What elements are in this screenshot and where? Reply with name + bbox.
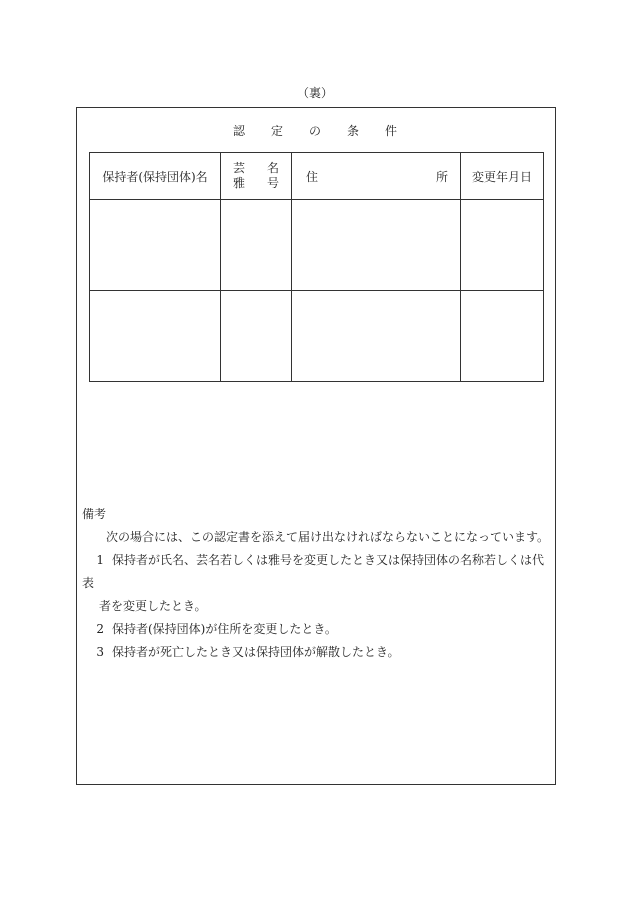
remarks-item-number: 3	[96, 645, 104, 659]
cell-name[interactable]	[221, 200, 292, 291]
header-stage-name-char: 芸	[233, 161, 246, 175]
header-stage-name-char: 名	[266, 161, 279, 175]
header-change-date: 変更年月日	[461, 153, 544, 200]
remarks-intro: 次の場合には、この認定書を添えて届け出なければならないことになっています。	[106, 530, 550, 544]
remarks-item-text: 保持者(保持団体)が住所を変更したとき。	[112, 622, 337, 636]
remarks-section	[82, 503, 552, 664]
remarks-item-continuation: 者を変更したとき。	[99, 599, 207, 613]
remarks-item-number: 2	[96, 622, 104, 636]
title-char: 条	[347, 124, 360, 138]
cell-date[interactable]	[461, 200, 544, 291]
header-address	[292, 153, 461, 200]
page-side-label: （裏）	[296, 86, 333, 100]
header-address-char: 所	[435, 169, 448, 184]
header-pen-name-char: 号	[266, 176, 279, 190]
table-row	[90, 200, 544, 291]
table-row	[90, 291, 544, 382]
conditions-table	[89, 152, 544, 382]
title-char: 定	[270, 124, 283, 138]
remarks-heading: 備考	[82, 507, 107, 521]
title-char: 件	[385, 124, 398, 138]
cell-address[interactable]	[292, 291, 461, 382]
cell-date[interactable]	[461, 291, 544, 382]
cell-name[interactable]	[221, 291, 292, 382]
header-stage-name	[221, 153, 292, 200]
header-holder-name: 保持者(保持団体)名	[90, 153, 221, 200]
title-char: 認	[232, 124, 245, 138]
header-address-char: 住	[306, 169, 319, 184]
remarks-item-number: 1	[96, 553, 104, 567]
remarks-item	[82, 641, 552, 664]
remarks-item	[82, 549, 552, 595]
header-pen-name-char: 雅	[233, 176, 246, 190]
cell-address[interactable]	[292, 200, 461, 291]
form-title	[0, 122, 630, 139]
remarks-item	[82, 618, 552, 641]
table-header-row	[90, 153, 544, 200]
cell-holder[interactable]	[90, 200, 221, 291]
remarks-item-text: 保持者が氏名、芸名若しくは雅号を変更したとき又は保持団体の名称若しくは代表	[82, 553, 545, 590]
cell-holder[interactable]	[90, 291, 221, 382]
remarks-item-text: 保持者が死亡したとき又は保持団体が解散したとき。	[112, 645, 400, 659]
title-char: の	[308, 124, 321, 138]
